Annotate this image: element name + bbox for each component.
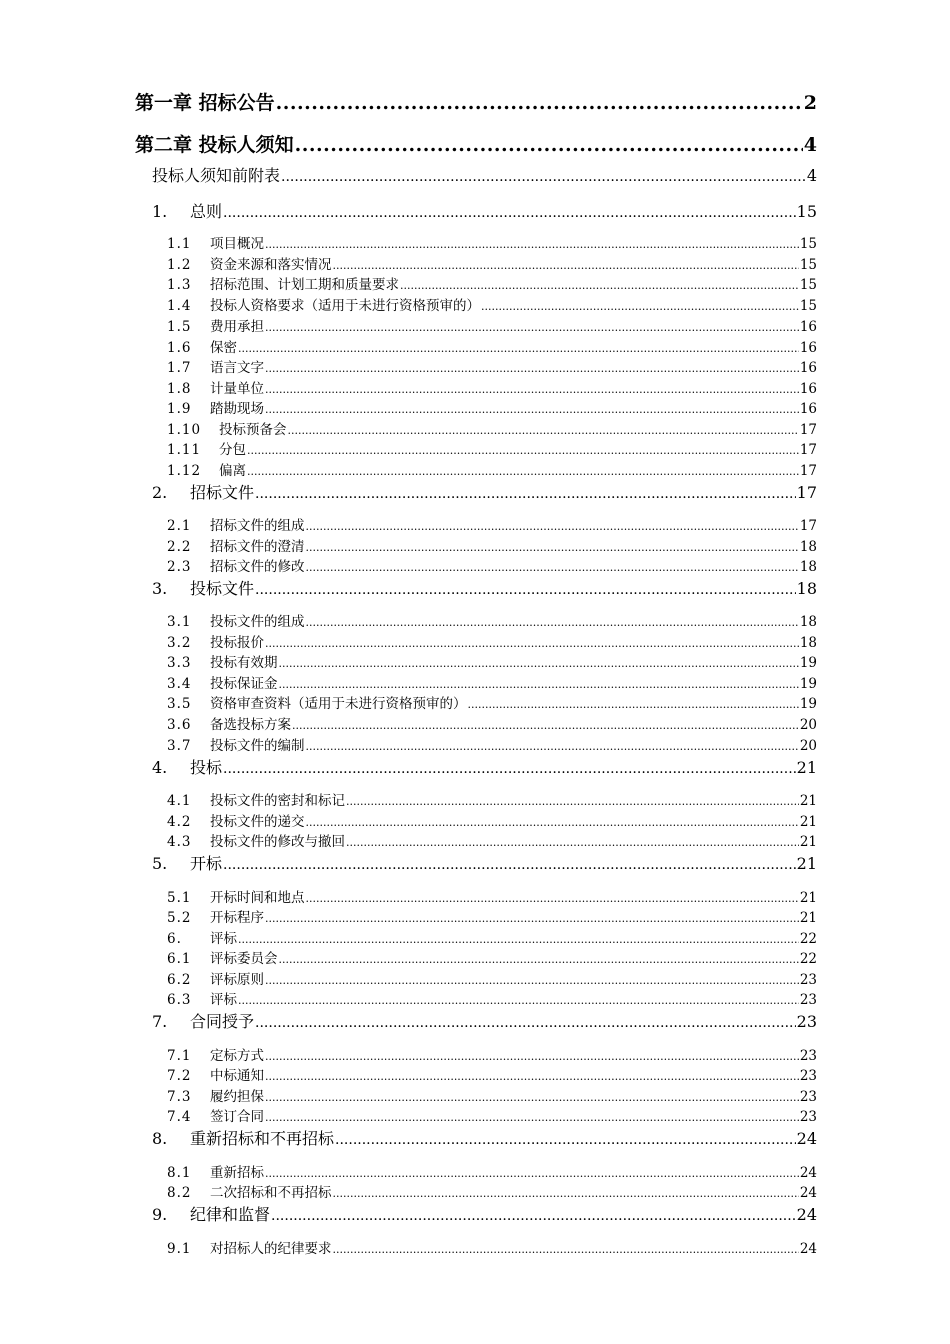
toc-entry-number: 3.2 [167, 635, 192, 651]
toc-page-number: 15 [799, 277, 817, 293]
toc-entry-number: 3.7 [167, 738, 192, 754]
toc-entry-number: 1.11 [167, 442, 202, 458]
toc-page-number: 23 [799, 1068, 817, 1084]
toc-entry-title [167, 988, 237, 1008]
toc-entry-number: 5.1 [167, 890, 192, 906]
toc-entry-title [167, 672, 278, 692]
toc-page-number: 20 [799, 717, 817, 733]
toc-entry-number: 9. [152, 1205, 168, 1224]
toc-page-number: 24 [796, 1129, 817, 1148]
toc-entry-label: 投标文件的修改与撤回 [210, 834, 345, 850]
toc-entry-s1_3[interactable] [167, 273, 817, 293]
toc-dot-leader [265, 360, 799, 376]
toc-entry-number: 5.2 [167, 910, 192, 926]
toc-dot-leader [271, 1205, 796, 1224]
toc-entry-s8_2[interactable] [167, 1181, 817, 1201]
toc-entry-s1_9[interactable] [167, 397, 817, 417]
toc-page-number: 4 [803, 134, 817, 156]
toc-dot-leader [265, 401, 799, 417]
toc-entry-title [167, 1161, 264, 1181]
toc-entry-number: 3.3 [167, 655, 192, 671]
toc-page-number: 19 [799, 676, 817, 692]
toc-entry-label: 资格审查资料（适用于未进行资格预审的） [210, 696, 467, 712]
toc-page-number: 17 [799, 518, 817, 534]
toc-entry-title [167, 273, 399, 293]
toc-entry-s1_11[interactable] [167, 438, 817, 458]
toc-dot-leader [306, 890, 799, 906]
toc-page-number: 22 [799, 931, 817, 947]
toc-entry-label: 投标文件的组成 [210, 614, 305, 630]
toc-dot-leader [223, 854, 796, 873]
toc-entry-label: 评标原则 [210, 972, 264, 988]
toc-entry-title [135, 88, 275, 115]
toc-page-number: 24 [799, 1241, 817, 1257]
toc-dot-leader [306, 814, 799, 830]
toc-entry-number: 4.1 [167, 793, 192, 809]
toc-page-number: 4 [806, 166, 817, 185]
toc-entry-number: 2.2 [167, 539, 192, 555]
toc-entry-number: 4. [152, 758, 168, 777]
toc-dot-leader [281, 166, 806, 185]
toc-entry-number: 7.2 [167, 1068, 192, 1084]
toc-entry-title [167, 535, 305, 555]
toc-entry-label: 投标报价 [210, 635, 264, 651]
toc-entry-label: 招标范围、计划工期和质量要求 [210, 277, 399, 293]
toc-page-number: 16 [799, 340, 817, 356]
toc-entry-label: 分包 [219, 442, 246, 458]
toc-entry-title [167, 438, 246, 458]
toc-page-number: 17 [796, 483, 817, 502]
toc-entry-title [152, 480, 254, 503]
toc-entry-s4[interactable] [152, 755, 817, 778]
toc-entry-title [167, 336, 237, 356]
toc-dot-leader [333, 257, 799, 273]
toc-entry-label: 语言文字 [210, 360, 264, 376]
toc-page-number: 17 [799, 442, 817, 458]
toc-page-number: 18 [796, 579, 817, 598]
toc-entry-s1_4[interactable] [167, 294, 817, 314]
toc-entry-label: 踏勘现场 [210, 401, 264, 417]
toc-entry-s1_5[interactable] [167, 315, 817, 335]
toc-entry-title [167, 555, 305, 575]
toc-page-number: 2 [803, 92, 817, 114]
toc-page-number: 24 [796, 1205, 817, 1224]
toc-entry-number: 7.4 [167, 1109, 192, 1125]
toc-entry-s7_3[interactable] [167, 1085, 817, 1105]
toc-page-number: 21 [799, 834, 817, 850]
toc-entry-number: 1. [152, 202, 168, 221]
toc-entry-title [167, 610, 305, 630]
toc-entry-s5[interactable] [152, 851, 817, 874]
toc-dot-leader [400, 277, 799, 293]
toc-page-number: 24 [799, 1165, 817, 1181]
toc-entry-s3_3[interactable] [167, 651, 817, 671]
toc-entry-label: 开标时间和地点 [210, 890, 305, 906]
toc-entry-number: 6. [167, 931, 182, 947]
toc-page-number: 23 [799, 1109, 817, 1125]
toc-entry-title [167, 294, 480, 314]
toc-dot-leader [265, 236, 799, 252]
toc-entry-label: 第一章 招标公告 [135, 92, 275, 114]
toc-entry-title [167, 886, 305, 906]
toc-entry-s3_7[interactable] [167, 734, 817, 754]
toc-entry-title [167, 651, 278, 671]
toc-entry-number: 8.2 [167, 1185, 192, 1201]
toc-entry-number: 8. [152, 1129, 168, 1148]
toc-entry-label: 资金来源和落实情况 [210, 257, 332, 273]
toc-dot-leader [265, 1048, 799, 1064]
toc-page-number: 21 [799, 793, 817, 809]
toc-dot-leader [288, 422, 799, 438]
toc-entry-title [167, 1105, 264, 1125]
toc-dot-leader [481, 298, 799, 314]
toc-entry-s1_10[interactable] [167, 418, 817, 438]
toc-entry-s6_2[interactable] [167, 968, 817, 988]
toc-page-number: 16 [799, 381, 817, 397]
toc-entry-title [167, 789, 345, 809]
toc-dot-leader [279, 951, 799, 967]
toc-entry-title [167, 631, 264, 651]
toc-entry-s9[interactable] [152, 1202, 817, 1225]
toc-page-number: 16 [799, 360, 817, 376]
toc-dot-leader [255, 1012, 796, 1031]
toc-entry-number: 1.7 [167, 360, 192, 376]
toc-entry-label: 合同授予 [190, 1012, 255, 1031]
toc-entry-label: 偏离 [219, 463, 246, 479]
toc-entry-s1[interactable] [152, 199, 817, 222]
toc-dot-leader [292, 717, 799, 733]
toc-entry-number: 7. [152, 1012, 168, 1031]
toc-dot-leader [333, 1241, 799, 1257]
toc-entry-number: 9.1 [167, 1241, 192, 1257]
toc-entry-label: 投标 [190, 758, 223, 777]
toc-page-number: 15 [796, 202, 817, 221]
toc-dot-leader [265, 910, 799, 926]
toc-dot-leader [238, 931, 799, 947]
toc-entry-number: 3.4 [167, 676, 192, 692]
toc-entry-s6[interactable] [167, 927, 817, 947]
toc-page-number: 18 [799, 559, 817, 575]
toc-entry-number: 4.3 [167, 834, 192, 850]
toc-entry-s0[interactable] [152, 163, 817, 186]
toc-entry-label: 开标 [190, 854, 223, 873]
toc-entry-label: 签订合同 [210, 1109, 264, 1125]
toc-page-number: 22 [799, 951, 817, 967]
toc-page-number: 23 [799, 1048, 817, 1064]
toc-dot-leader [306, 559, 799, 575]
toc-page-number: 16 [799, 401, 817, 417]
toc-dot-leader [238, 340, 799, 356]
toc-entry-ch2[interactable] [135, 130, 817, 157]
toc-entry-s7[interactable] [152, 1009, 817, 1032]
toc-dot-leader [223, 758, 796, 777]
toc-entry-title [152, 1202, 270, 1225]
toc-entry-title [167, 253, 332, 273]
toc-entry-s1_7[interactable] [167, 356, 817, 376]
toc-entry-title [167, 947, 278, 967]
toc-entry-title [152, 1009, 254, 1032]
toc-dot-leader [468, 696, 799, 712]
toc-page-number: 21 [799, 890, 817, 906]
toc-dot-leader [255, 579, 796, 598]
toc-page-number: 21 [799, 910, 817, 926]
toc-page-number: 19 [799, 655, 817, 671]
toc-entry-title [167, 315, 264, 335]
toc-entry-number: 1.10 [167, 422, 202, 438]
toc-entry-s1_8[interactable] [167, 377, 817, 397]
toc-entry-label: 履约担保 [210, 1089, 264, 1105]
toc-entry-label: 招标文件 [190, 483, 255, 502]
toc-entry-title [152, 163, 280, 186]
toc-entry-title [167, 1064, 264, 1084]
toc-entry-title [167, 1085, 264, 1105]
toc-entry-s4_2[interactable] [167, 810, 817, 830]
toc-dot-leader [265, 1068, 799, 1084]
toc-entry-number: 3.1 [167, 614, 192, 630]
toc-page-number: 17 [799, 422, 817, 438]
toc-page-number: 18 [799, 614, 817, 630]
toc-entry-title [152, 199, 222, 222]
toc-entry-s1_12[interactable] [167, 459, 817, 479]
toc-entry-label: 备选投标方案 [210, 717, 291, 733]
toc-dot-leader [346, 834, 799, 850]
toc-entry-s3[interactable] [152, 576, 817, 599]
toc-page-number: 23 [799, 992, 817, 1008]
toc-page-number: 18 [799, 539, 817, 555]
toc-entry-label: 项目概况 [210, 236, 264, 252]
toc-dot-leader [238, 992, 799, 1008]
toc-entry-label: 评标委员会 [210, 951, 278, 967]
toc-page-number: 18 [799, 635, 817, 651]
toc-entry-s4_3[interactable] [167, 830, 817, 850]
toc-dot-leader [265, 1109, 799, 1125]
toc-entry-s3_6[interactable] [167, 713, 817, 733]
toc-entry-title [167, 1181, 332, 1201]
toc-entry-label: 投标人须知前附表 [152, 166, 281, 185]
toc-dot-leader [306, 539, 799, 555]
toc-dot-leader [279, 655, 799, 671]
toc-entry-label: 总则 [190, 202, 223, 221]
toc-dot-leader [295, 134, 803, 156]
toc-dot-leader [333, 1185, 799, 1201]
toc-entry-number: 2.1 [167, 518, 192, 534]
toc-entry-s7_4[interactable] [167, 1105, 817, 1125]
toc-entry-title [167, 906, 264, 926]
toc-entry-number: 2. [152, 483, 168, 502]
toc-entry-title [167, 418, 287, 438]
toc-entry-number: 1.6 [167, 340, 192, 356]
toc-entry-number: 6.1 [167, 951, 192, 967]
toc-entry-title [167, 459, 246, 479]
toc-dot-leader [255, 483, 796, 502]
toc-dot-leader [346, 793, 799, 809]
toc-entry-s2_2[interactable] [167, 535, 817, 555]
toc-entry-s5_2[interactable] [167, 906, 817, 926]
toc-page-number: 19 [799, 696, 817, 712]
toc-entry-number: 6.3 [167, 992, 192, 1008]
toc-entry-s3_5[interactable] [167, 692, 817, 712]
toc-entry-s3_1[interactable] [167, 610, 817, 630]
toc-entry-label: 对招标人的纪律要求 [210, 1241, 332, 1257]
toc-entry-label: 评标 [210, 931, 237, 947]
toc-dot-leader [279, 676, 799, 692]
toc-entry-s2_1[interactable] [167, 514, 817, 534]
toc-entry-s1_6[interactable] [167, 336, 817, 356]
toc-dot-leader [265, 635, 799, 651]
toc-entry-title [167, 232, 264, 252]
toc-entry-title [152, 1126, 334, 1149]
toc-entry-label: 纪律和监督 [190, 1205, 271, 1224]
toc-entry-s2_3[interactable] [167, 555, 817, 575]
toc-entry-title [167, 356, 264, 376]
toc-entry-label: 二次招标和不再招标 [210, 1185, 332, 1201]
toc-entry-number: 1.1 [167, 236, 192, 252]
toc-entry-s1_2[interactable] [167, 253, 817, 273]
toc-dot-leader [306, 518, 799, 534]
toc-page-number: 23 [799, 972, 817, 988]
toc-entry-title [167, 734, 305, 754]
toc-dot-leader [276, 92, 803, 114]
toc-page-number: 24 [799, 1185, 817, 1201]
toc-entry-title [152, 851, 222, 874]
toc-page-number: 20 [799, 738, 817, 754]
toc-dot-leader [306, 614, 799, 630]
toc-entry-s3_2[interactable] [167, 631, 817, 651]
toc-entry-title [167, 692, 467, 712]
toc-entry-number: 3.6 [167, 717, 192, 733]
toc-page-number: 21 [796, 758, 817, 777]
toc-entry-label: 重新招标和不再招标 [190, 1129, 335, 1148]
toc-entry-s8[interactable] [152, 1126, 817, 1149]
toc-entry-title [167, 1237, 332, 1257]
toc-page-number: 15 [799, 298, 817, 314]
toc-entry-title [167, 830, 345, 850]
toc-entry-number: 1.9 [167, 401, 192, 417]
toc-entry-number: 3.5 [167, 696, 192, 712]
toc-dot-leader [247, 463, 799, 479]
toc-entry-label: 招标文件的修改 [210, 559, 305, 575]
toc-entry-number: 6.2 [167, 972, 192, 988]
toc-dot-leader [265, 319, 799, 335]
toc-page-number: 23 [799, 1089, 817, 1105]
toc-entry-label: 投标保证金 [210, 676, 278, 692]
toc-entry-label: 开标程序 [210, 910, 264, 926]
toc-entry-label: 投标文件的编制 [210, 738, 305, 754]
toc-entry-label: 投标文件的递交 [210, 814, 305, 830]
toc-entry-label: 费用承担 [210, 319, 264, 335]
toc-entry-title [167, 968, 264, 988]
toc-entry-title [152, 576, 254, 599]
toc-entry-number: 1.3 [167, 277, 192, 293]
toc-entry-label: 投标预备会 [219, 422, 287, 438]
toc-entry-number: 7.1 [167, 1048, 192, 1064]
toc-entry-title [167, 713, 291, 733]
toc-entry-s4_1[interactable] [167, 789, 817, 809]
toc-entry-number: 8.1 [167, 1165, 192, 1181]
toc-entry-number: 1.8 [167, 381, 192, 397]
toc-entry-s7_2[interactable] [167, 1064, 817, 1084]
toc-entry-s5_1[interactable] [167, 886, 817, 906]
toc-entry-number: 1.5 [167, 319, 192, 335]
toc-dot-leader [306, 738, 799, 754]
toc-entry-label: 招标文件的澄清 [210, 539, 305, 555]
toc-entry-label: 投标文件的密封和标记 [210, 793, 345, 809]
toc-dot-leader [247, 442, 799, 458]
toc-entry-s9_1[interactable] [167, 1237, 817, 1257]
toc-entry-title [167, 377, 264, 397]
toc-entry-s3_4[interactable] [167, 672, 817, 692]
toc-entry-title [167, 514, 305, 534]
toc-entry-number: 1.12 [167, 463, 202, 479]
toc-entry-s1_1[interactable] [167, 232, 817, 252]
toc-page-number: 17 [799, 463, 817, 479]
toc-entry-title [167, 1044, 264, 1064]
toc-dot-leader [265, 972, 799, 988]
toc-entry-number: 7.3 [167, 1089, 192, 1105]
toc-entry-label: 评标 [210, 992, 237, 1008]
toc-dot-leader [335, 1129, 796, 1148]
toc-page-number: 15 [799, 257, 817, 273]
toc-page-number: 23 [796, 1012, 817, 1031]
toc-page-number: 21 [799, 814, 817, 830]
toc-entry-label: 重新招标 [210, 1165, 264, 1181]
toc-entry-number: 4.2 [167, 814, 192, 830]
toc-entry-number: 2.3 [167, 559, 192, 575]
toc-entry-label: 投标人资格要求（适用于未进行资格预审的） [210, 298, 480, 314]
toc-entry-ch1[interactable] [135, 88, 817, 115]
toc-entry-s8_1[interactable] [167, 1161, 817, 1181]
toc-page-number: 16 [799, 319, 817, 335]
toc-dot-leader [265, 381, 799, 397]
toc-entry-label: 招标文件的组成 [210, 518, 305, 534]
toc-page-number: 21 [796, 854, 817, 873]
toc-entry-label: 定标方式 [210, 1048, 264, 1064]
toc-entry-number: 5. [152, 854, 168, 873]
toc-page-number: 15 [799, 236, 817, 252]
toc-entry-title [152, 755, 222, 778]
toc-dot-leader [265, 1089, 799, 1105]
toc-entry-s6_3[interactable] [167, 988, 817, 1008]
toc-entry-label: 保密 [210, 340, 237, 356]
toc-entry-title [167, 397, 264, 417]
toc-dot-leader [223, 202, 796, 221]
toc-entry-s6_1[interactable] [167, 947, 817, 967]
toc-entry-label: 投标有效期 [210, 655, 278, 671]
toc-entry-title [167, 810, 305, 830]
toc-entry-s7_1[interactable] [167, 1044, 817, 1064]
toc-entry-title [167, 927, 237, 947]
toc-entry-title [135, 130, 294, 157]
toc-entry-number: 1.2 [167, 257, 192, 273]
toc-entry-label: 中标通知 [210, 1068, 264, 1084]
toc-entry-label: 计量单位 [210, 381, 264, 397]
toc-dot-leader [265, 1165, 799, 1181]
toc-entry-number: 3. [152, 579, 168, 598]
toc-entry-label: 投标文件 [190, 579, 255, 598]
toc-entry-s2[interactable] [152, 480, 817, 503]
toc-entry-label: 第二章 投标人须知 [135, 134, 294, 156]
toc-entry-number: 1.4 [167, 298, 192, 314]
